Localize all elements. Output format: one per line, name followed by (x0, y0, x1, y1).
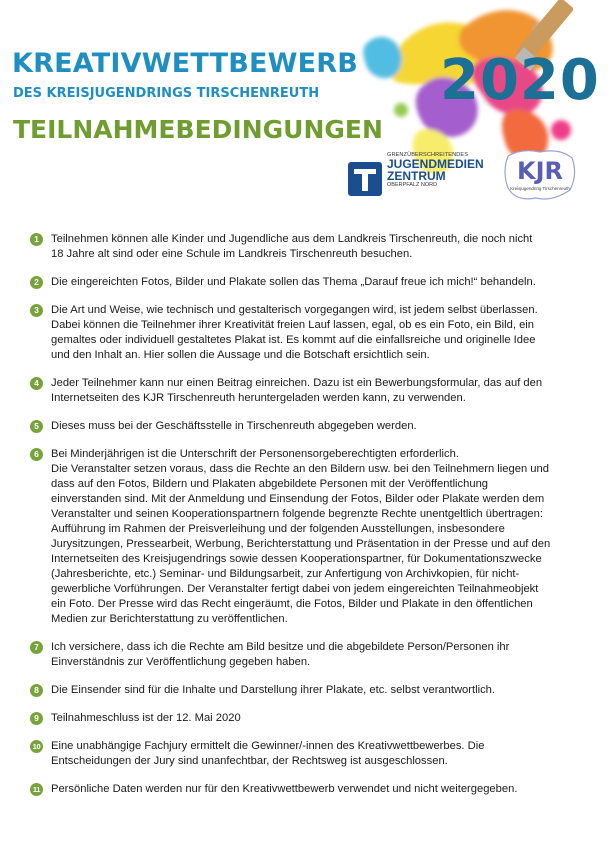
jmz-logo-line2: ZENTRUM (387, 169, 446, 183)
condition-text-line: Die Einsender sind für die Inhalte und Darstellung ihrer Plakate, etc. selbst verantwortlich. (51, 684, 495, 696)
condition-text-line: Veranstalter und seinen Kooperationspartnern folgende begrenzte Rechte unentgeltlich übertragen: (51, 508, 543, 520)
condition-item (30, 232, 590, 262)
condition-number-badge: 6 (30, 448, 43, 461)
condition-text-line: Aufführung im Rahmen der Preisverleihung und der folgenden Ausstellungen, insbesondere (51, 523, 505, 535)
conditions-list (30, 232, 590, 797)
condition-text-line: Jeder Teilnehmer kann nur einen Beitrag einreichen. Dazu ist ein Bewerbungsformular, das auf den (51, 377, 543, 389)
condition-text (51, 232, 590, 262)
condition-text-line: gemaltes oder individuell gestaltetes Plakat ist. Es kommt auf die einfallsreiche und originelle Idee (51, 334, 536, 346)
jmz-logo-region: OBERPFALZ NORD (387, 182, 438, 188)
condition-text-line: ein Foto. Der Presse wird das Recht eingeräumt, die Fotos, Bilder und Plakate in den öffentlichen (51, 598, 533, 610)
condition-item (30, 303, 590, 363)
condition-item (30, 711, 590, 726)
condition-text-line: Ich versichere, dass ich die Rechte am Bild besitze und die abgebildete Person/Personen ihr (51, 641, 510, 653)
condition-text-line: (Jahresberichte, etc.) Seminar- und Bildungsarbeit, zur Anfertigung von Archivkopien, für nicht- (51, 568, 520, 580)
condition-text (51, 447, 590, 627)
jmz-logo-mark (348, 162, 382, 196)
condition-text-line: Die eingereichten Fotos, Bilder und Plakate sollen das Thema „Darauf freue ich mich!“ behandeln. (51, 276, 536, 288)
condition-item (30, 683, 590, 698)
condition-number-badge: 5 (30, 420, 43, 433)
condition-number-badge: 9 (30, 712, 43, 725)
condition-number-badge: 7 (30, 641, 43, 654)
condition-item (30, 419, 590, 434)
year-label: 2020 (440, 48, 600, 113)
condition-text-line: Bei Minderjährigen ist die Unterschrift der Personensorgeberechtigten erforderlich. (51, 448, 459, 460)
condition-text-line: Eine unabhängige Fachjury ermittelt die Gewinner/-innen des Kreativwettbewerbes. Die (51, 740, 485, 752)
page-title: KREATIVWETTBEWERB (12, 48, 359, 79)
condition-text-line: Internetseiten des KJR Tirschenreuth heruntergeladen werden kann, zu verwenden. (51, 392, 466, 404)
condition-text-line: gewerbliche Vorführungen. Der Veranstalter fertigt dabei von jedem eingereichten Teilnahmeobjekt (51, 583, 539, 595)
condition-number-badge: 4 (30, 377, 43, 390)
condition-text (51, 683, 590, 698)
condition-text (51, 739, 590, 769)
condition-text-line: Teilnehmen können alle Kinder und Jugendliche aus dem Landkreis Tirschenreuth, die noch nicht (51, 233, 533, 245)
page-subtitle: DES KREISJUGENDRINGS TIRSCHENREUTH (13, 86, 320, 101)
condition-text-line: Internetseiten des Kreisjugendrings sowie dessen Kooperationspartner, für Dokumentationszwecke (51, 553, 542, 565)
condition-text-line: 18 Jahre alt sind oder eine Schule im Landkreis Tirschenreuth besuchen. (51, 248, 413, 260)
condition-item (30, 447, 590, 627)
condition-item (30, 376, 590, 406)
condition-text (51, 376, 590, 406)
condition-text-line: Jurysitzungen, Pressearbeit, Werbung, Berichterstattung und Präsentation in der Presse und auf den (51, 538, 551, 550)
condition-text-line: Persönliche Daten werden nur für den Kreativwettbewerb verwendet und nicht weitergegeben. (51, 783, 518, 795)
condition-text-line: dass auf den Fotos, Bildern und Plakaten abgebildete Personen mit der Veröffentlichung (51, 478, 489, 490)
condition-text-line: Die Veranstalter setzen voraus, dass die Rechte an den Bildern usw. bei den Teilnehmern liegen und (51, 463, 549, 475)
condition-text-line: einverstanden sind. Mit der Anmeldung und Einsendung der Fotos, Bilder oder Plakate werden dem (51, 493, 545, 505)
condition-number-badge: 2 (30, 276, 43, 289)
condition-text (51, 640, 590, 670)
condition-item (30, 640, 590, 670)
jmz-logo-line1: JUGENDMEDIEN (387, 157, 484, 171)
condition-text (51, 419, 590, 434)
kjr-logo-text: KJR (516, 157, 564, 185)
condition-item (30, 782, 590, 797)
condition-text (51, 782, 590, 797)
jugendmedienzentrum-logo (348, 152, 484, 196)
condition-item (30, 739, 590, 769)
condition-number-badge: 3 (30, 304, 43, 317)
condition-number-badge: 10 (30, 740, 43, 753)
condition-number-badge: 8 (30, 684, 43, 697)
condition-text-line: Einverständnis zur Veröffentlichung gegeben haben. (51, 656, 311, 668)
condition-text-line: Die Art und Weise, wie technisch und gestalterisch vorgegangen wird, ist jedem selbst überlassen. (51, 304, 538, 316)
condition-number-badge: 1 (30, 233, 43, 246)
jmz-logo-tagline: GRENZÜBERSCHREITENDES (387, 152, 469, 158)
condition-text (51, 711, 590, 726)
conditions-heading: TEILNAHMEBEDINGUNGEN (13, 115, 383, 144)
condition-text-line: Teilnahmeschluss ist der 12. Mai 2020 (51, 712, 241, 724)
condition-text-line: Dieses muss bei der Geschäftsstelle in Tirschenreuth abgegeben werden. (51, 420, 417, 432)
condition-text-line: Medien zur Berichterstattung zu veröffentlichen. (51, 613, 288, 625)
condition-text (51, 275, 590, 290)
condition-text-line: Dabei können die Teilnehmer ihrer Kreativität freien Lauf lassen, egal, ob es ein Foto, ein Bild, ein (51, 319, 535, 331)
condition-item (30, 275, 590, 290)
condition-text-line: Entscheidungen der Jury sind unanfechtbar, der Rechtsweg ist ausgeschlossen. (51, 755, 448, 767)
kjr-logo (502, 146, 578, 204)
kjr-logo-caption: Kreisjugendring Tirschenreuth (510, 186, 570, 191)
condition-number-badge: 11 (30, 783, 43, 796)
condition-text-line: und den Inhalt an. Hier sollen die Aussage und die Botschaft ersichtlich sein. (51, 349, 430, 361)
condition-text (51, 303, 590, 363)
